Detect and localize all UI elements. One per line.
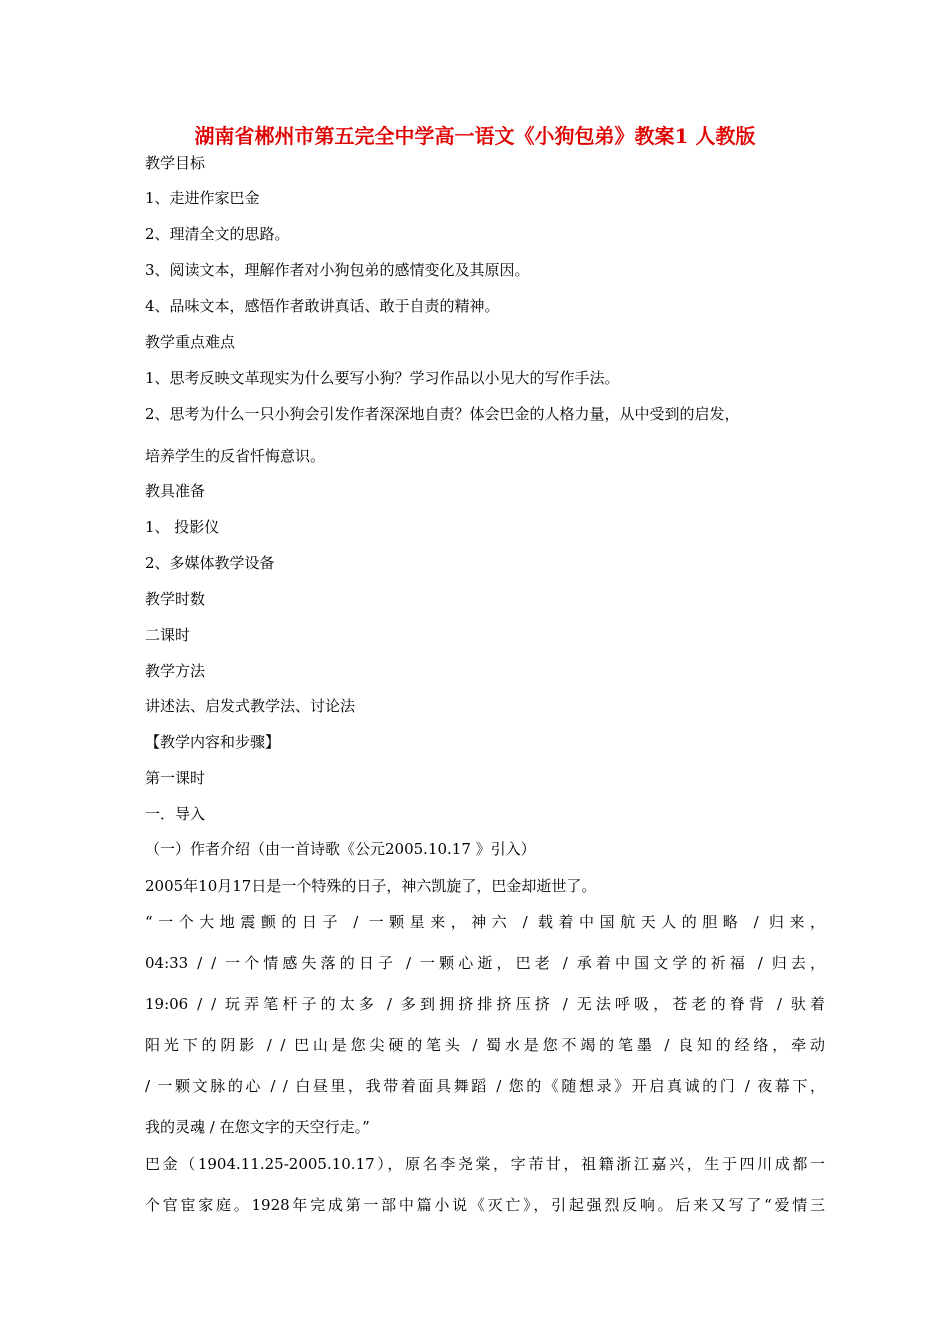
text-line: 2、多媒体教学设备 xyxy=(145,554,275,572)
section-heading-key-points: 教学重点难点 xyxy=(145,333,236,351)
text-line: 二课时 xyxy=(145,626,191,644)
poem-line: 阳光下的阴影 / / 巴山是您尖硬的笔头 / 蜀水是您不竭的笔墨 / 良知的经络，牵动 xyxy=(145,1036,825,1054)
poem-line: 我的灵魂 / 在您文字的天空行走。” xyxy=(145,1118,370,1136)
text-line: 1、走进作家巴金 xyxy=(145,189,260,207)
text-line: 讲述法、启发式教学法、讨论法 xyxy=(145,697,356,715)
section-heading-methods: 教学方法 xyxy=(145,662,206,680)
text-line: 第一课时 xyxy=(145,769,206,787)
section-heading-hours: 教学时数 xyxy=(145,590,206,608)
text-line: 2、理清全文的思路。 xyxy=(145,225,290,243)
section-heading-teaching-aids: 教具准备 xyxy=(145,482,206,500)
section-heading-steps: 【教学内容和步骤】 xyxy=(145,733,281,751)
text-line: 培养学生的反省忏悔意识。 xyxy=(145,447,326,465)
text-line: 个官宦家庭。1928年完成第一部中篇小说《灭亡》，引起强烈反响。后来又写了“爱情三 xyxy=(145,1196,825,1214)
poem-line: “一个大地震颤的日子 / 一颗星来，神六 / 载着中国航天人的胆略 / 归来， xyxy=(145,913,825,931)
poem-line: 04:33 / / 一个情感失落的日子 / 一颗心逝，巴老 / 承着中国文学的祈福 / 归去， xyxy=(145,954,825,972)
text-line: 3、阅读文本，理解作者对小狗包弟的感情变化及其原因。 xyxy=(145,261,530,279)
document-title: 湖南省郴州市第五完全中学高一语文《小狗包弟》教案1 人教版 xyxy=(194,124,756,148)
text-line: 2005年10月17日是一个特殊的日子，神六凯旋了，巴金却逝世了。 xyxy=(145,877,597,895)
section-heading-objectives: 教学目标 xyxy=(145,154,206,172)
text-line: 巴金（1904.11.25-2005.10.17），原名李尧棠，字芾甘，祖籍浙江嘉兴，生于四川成都一 xyxy=(145,1155,825,1173)
poem-line: 19:06 / / 玩弄笔杆子的太多 / 多到拥挤排挤压挤 / 无法呼吸，苍老的脊背 / 驮着 xyxy=(145,995,825,1013)
text-line: 1、 投影仪 xyxy=(145,518,220,536)
text-line: 一．导入 xyxy=(145,805,206,823)
text-line: 1、思考反映文革现实为什么要写小狗？学习作品以小见大的写作手法。 xyxy=(145,369,620,387)
text-line: 2、思考为什么一只小狗会引发作者深深地自责？体会巴金的人格力量，从中受到的启发， xyxy=(145,405,740,423)
text-line: （一）作者介绍（由一首诗歌《公元2005.10.17 》引入） xyxy=(145,840,536,858)
poem-line: / 一颗文脉的心 / / 白昼里，我带着面具舞蹈 / 您的《随想录》开启真诚的门 / 夜幕下， xyxy=(145,1077,825,1095)
text-line: 4、品味文本，感悟作者敢讲真话、敢于自责的精神。 xyxy=(145,297,500,315)
